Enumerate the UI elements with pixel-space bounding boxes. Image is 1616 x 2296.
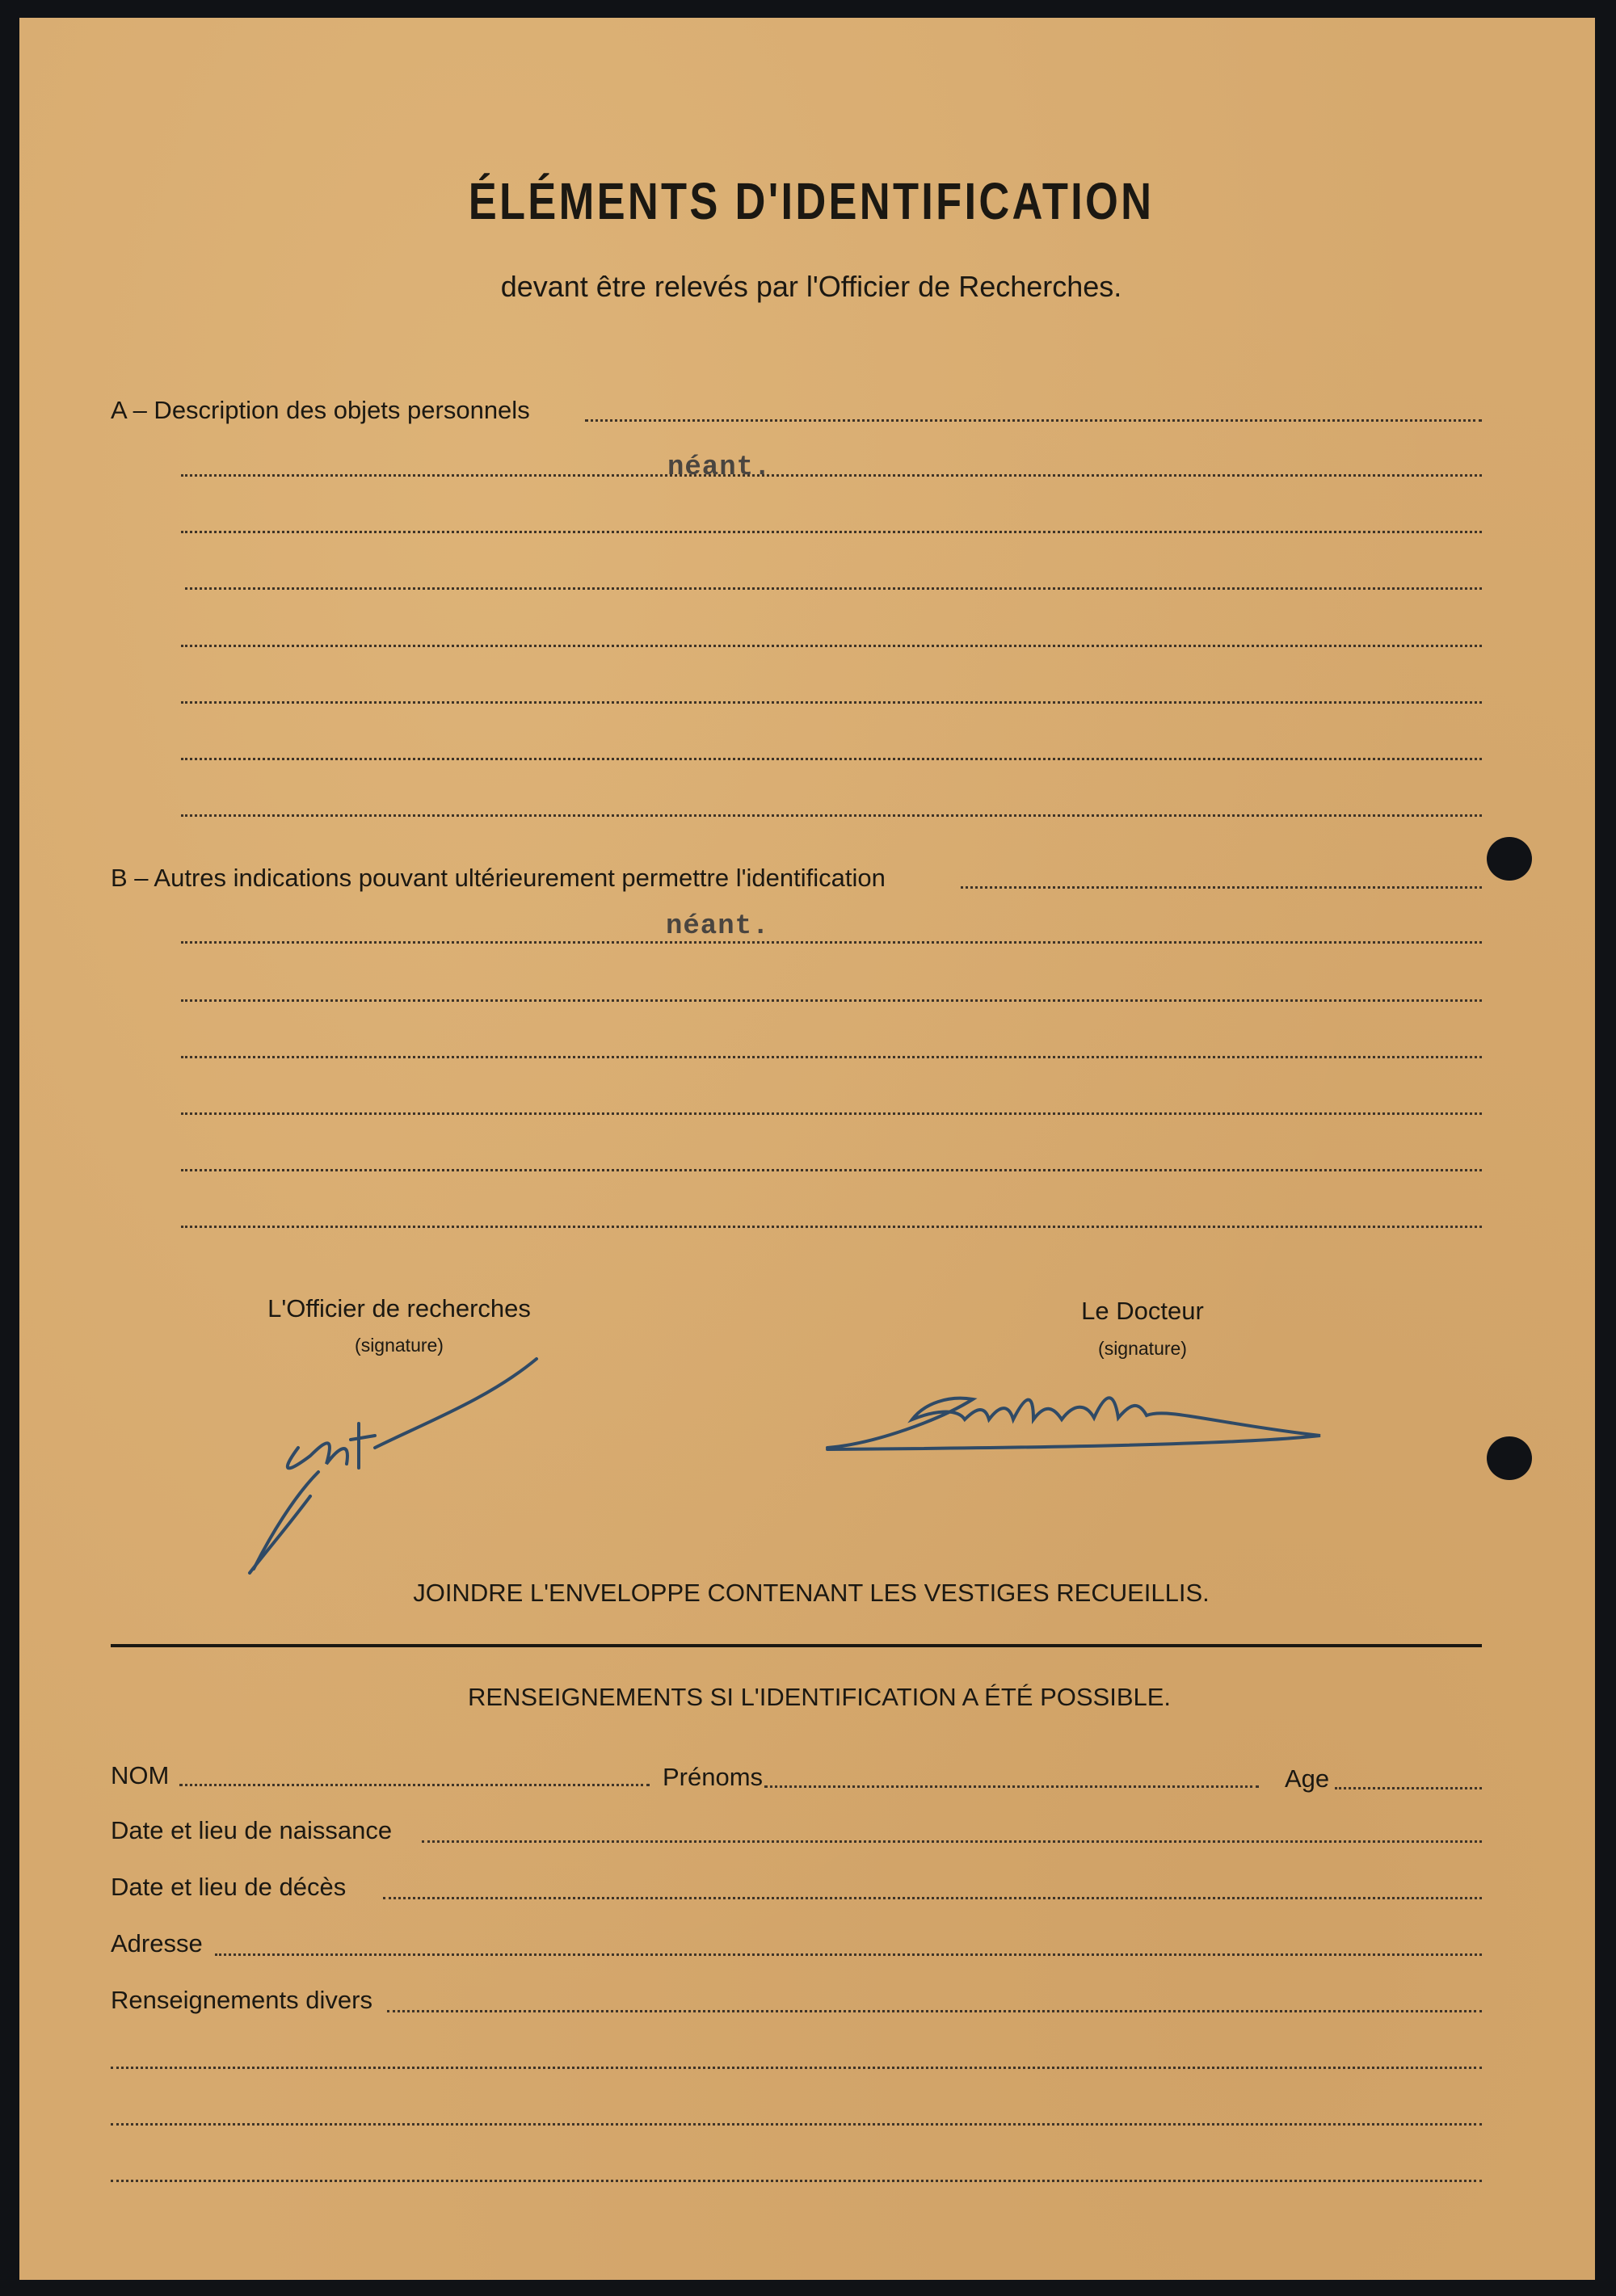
misc-field-line-4[interactable] [111,2180,1482,2182]
officer-signature-caption: (signature) [355,1335,444,1356]
section-divider [111,1644,1482,1647]
address-label: Adresse [111,1929,203,1957]
nom-label: NOM [111,1761,170,1789]
envelope-instruction: JOINDRE L'ENVELOPPE CONTENANT LES VESTIGES RECUEILLIS. [413,1579,1210,1607]
doctor-signature-caption: (signature) [1098,1338,1187,1359]
birth-field[interactable] [422,1840,1482,1843]
age-label: Age [1285,1764,1330,1793]
form-title: ÉLÉMENTS D'IDENTIFICATION [468,172,1155,230]
death-field[interactable] [383,1897,1482,1899]
section-b-typed-entry: néant. [666,911,770,942]
section-b-label: B – Autres indications pouvant ultérieurement permettre l'identification [111,864,886,892]
punch-hole-lower [1487,1436,1532,1480]
misc-label: Renseignements divers [111,1986,372,2014]
address-field[interactable] [215,1953,1482,1956]
punch-hole-upper [1487,837,1532,881]
age-field[interactable] [1335,1787,1482,1789]
misc-field-line-3[interactable] [111,2123,1482,2126]
form-subtitle: devant être relevés par l'Officier de Recherches. [500,270,1122,303]
form-page [19,18,1595,2280]
misc-field-line-2[interactable] [111,2067,1482,2069]
officer-signature-image [250,1359,537,1573]
prenoms-field[interactable] [764,1785,1259,1788]
misc-field-line-1[interactable] [387,2010,1482,2012]
identification-heading: RENSEIGNEMENTS SI L'IDENTIFICATION A ÉTÉ POSSIBLE. [467,1683,1172,1711]
doctor-signature-image [827,1398,1320,1449]
section-a-typed-entry: néant. [667,452,772,483]
handwritten-signatures [19,18,1595,2280]
birth-label: Date et lieu de naissance [111,1816,393,1844]
officer-signature-title: L'Officier de recherches [267,1294,531,1323]
section-a-label: A – Description des objets personnels [111,396,530,424]
prenoms-label: Prénoms [663,1763,764,1791]
doctor-signature-title: Le Docteur [1081,1297,1204,1325]
nom-field[interactable] [179,1784,650,1786]
death-label: Date et lieu de décès [111,1873,347,1901]
